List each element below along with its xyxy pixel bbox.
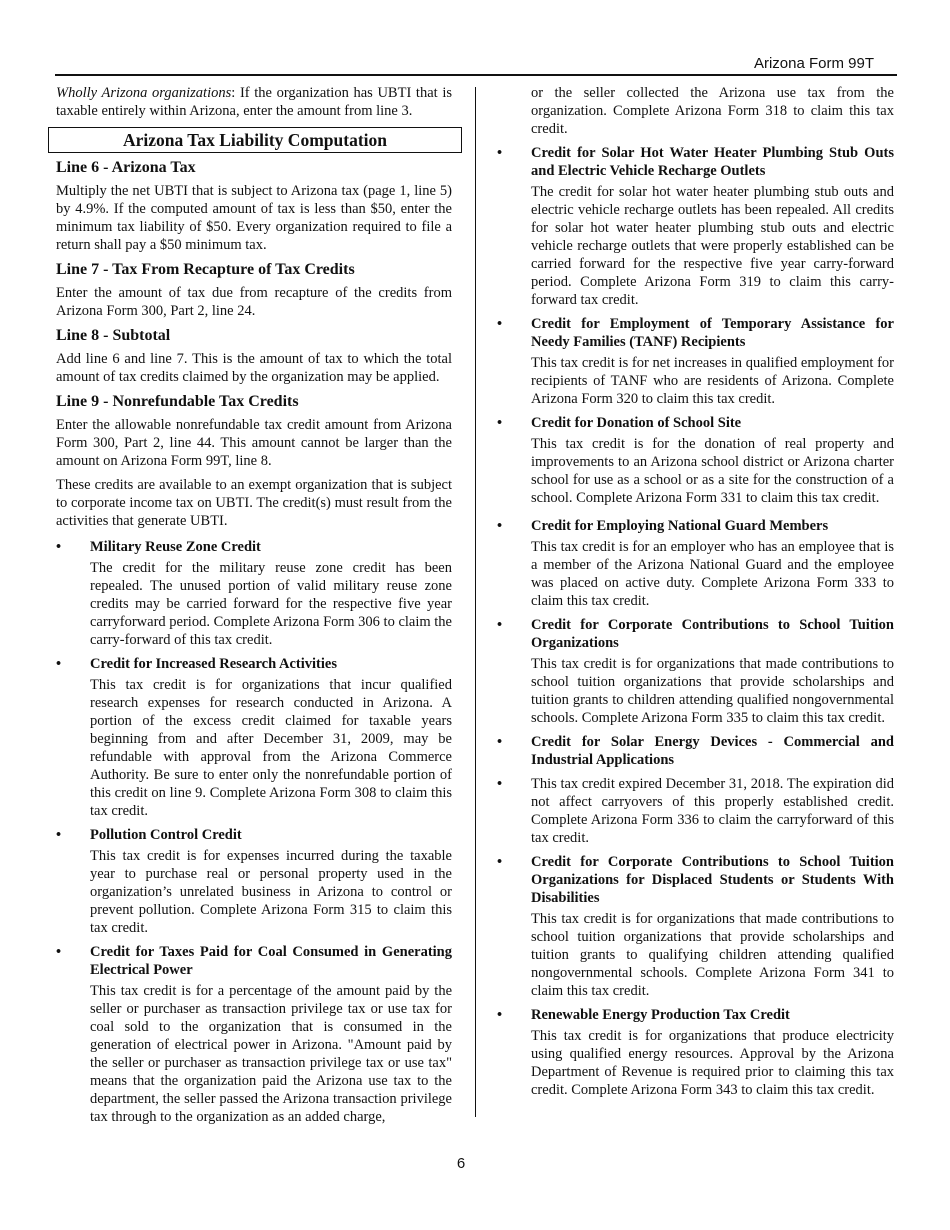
credit-text: This tax credit expired December 31, 2018. The expiration did not affect carryovers of this properly established credit. Complete Arizona Form 336 to claim the carryforward of this tax credit.	[531, 776, 894, 846]
credit-title: Credit for Increased Research Activities	[90, 656, 337, 672]
line9-text-1: Enter the allowable nonrefundable tax credit amount from Arizona Form 300, Part 2, line 44. This amount cannot be larger than the amount on Arizona Form 99T, line 8.	[56, 417, 452, 469]
credit-title: Credit for Corporate Contributions to School Tuition Organizations for Displaced Students or Students With Disabilities	[531, 854, 894, 906]
intro-paragraph	[56, 84, 452, 120]
bullet-dot-icon: •	[56, 539, 62, 555]
credit-title: Credit for Solar Energy Devices - Commercial and Industrial Applications	[531, 734, 894, 768]
credit-title: Renewable Energy Production Tax Credit	[531, 1007, 790, 1023]
header-rule	[55, 74, 897, 76]
bullet-dot-icon: •	[497, 518, 503, 534]
section-title: Arizona Tax Liability Computation	[48, 127, 462, 153]
credit-title: Credit for Solar Hot Water Heater Plumbing Stub Outs and Electric Vehicle Recharge Outlets	[531, 145, 894, 179]
bullet-dot-icon: •	[56, 944, 62, 960]
bullet-dot-icon: •	[497, 854, 503, 870]
credit-title: Credit for Donation of School Site	[531, 415, 742, 431]
form-title: Arizona Form 99T	[753, 55, 874, 72]
credit-title: Pollution Control Credit	[90, 827, 242, 843]
credit-item	[497, 733, 894, 769]
bullet-dot-icon: •	[56, 827, 62, 843]
line7-text: Enter the amount of tax due from recapture of the credits from Arizona Form 300, Part 2, line 24.	[56, 285, 452, 319]
credit-text: This tax credit is for the donation of real property and improvements to an Arizona school district or Arizona charter school for use as a school or as a site for the construction of a school. Complete Arizona Form 331 to claim this tax credit.	[531, 436, 894, 506]
credit-title: Credit for Taxes Paid for Coal Consumed in Generating Electrical Power	[90, 944, 452, 978]
credit-title: Credit for Corporate Contributions to School Tuition Organizations	[531, 617, 894, 651]
bullet-dot-icon: •	[497, 415, 503, 431]
column-divider	[475, 87, 476, 1117]
line6-text: Multiply the net UBTI that is subject to Arizona tax (page 1, line 5) by 4.9%. If the computed amount of tax is less than $50, enter the minimum tax liability of $50. Every organization required to file a return shall pay a $50 minimum tax.	[56, 183, 452, 253]
credit-item	[56, 826, 452, 937]
line8-text: Add line 6 and line 7. This is the amount of tax to which the total amount of tax credits claimed by the organization may be applied.	[56, 351, 452, 385]
credit-text: This tax credit is for a percentage of the amount paid by the seller or purchaser as transaction privilege tax or use tax for coal sold to the organization that is consumed in the generation of electrical power in Arizona. "Amount paid by the seller or purchaser as transaction privilege tax or use tax" means that the organization paid the Arizona use tax to the department, the seller passed the Arizona transaction privilege tax through to the organization as an added charge,	[90, 983, 452, 1125]
credit-text: This tax credit is for expenses incurred during the taxable year to purchase real or personal property used in the organization’s unrelated business in Arizona to control or prevent pollution. Complete Arizona Form 315 to claim this tax credit.	[90, 848, 452, 936]
credit-item	[497, 616, 894, 727]
credit-item	[497, 414, 894, 507]
credit-title: Credit for Employing National Guard Members	[531, 518, 829, 534]
credit-text: This tax credit is for an employer who has an employee that is a member of the Arizona National Guard and the employee was placed on active duty. Complete Arizona Form 333 to claim this tax credit.	[531, 539, 894, 609]
credit-title: Credit for Employment of Temporary Assistance for Needy Families (TANF) Recipients	[531, 316, 894, 350]
credit-item	[497, 144, 894, 309]
line9-text-2: These credits are available to an exempt organization that is subject to corporate income tax on UBTI. The credit(s) must result from the activities that generate UBTI.	[56, 477, 452, 529]
credit-item	[56, 538, 452, 649]
bullet-dot-icon: •	[497, 734, 503, 750]
intro-italic: Wholly Arizona organizations	[56, 85, 232, 101]
credit-text: This tax credit is for organizations that produce electricity using qualified energy resources. Approval by the Arizona Department of Revenue is required prior to claiming this tax credit. Complete Arizona Form 343 to claim this tax credit.	[531, 1028, 894, 1098]
credit-item	[497, 517, 894, 610]
credit-item	[497, 1006, 894, 1099]
bullet-dot-icon: •	[56, 656, 62, 672]
continuation-text: or the seller collected the Arizona use tax from the organization. Complete Arizona Form 318 to claim this tax credit.	[531, 85, 894, 137]
credit-text: This tax credit is for organizations that incur qualified research expenses for research conducted in Arizona. A portion of the excess credit claimed for taxable years beginning from and after December 31, 2009, may be refundable with approval from the Arizona Commerce Authority. Be sure to enter only the nonrefundable portion of this credit on line 9. Complete Arizona Form 308 to claim this tax credit.	[90, 677, 452, 819]
credit-text: The credit for the military reuse zone credit has been repealed. The unused portion of valid military reuse zone credits may be carried forward for the respective five year carryforward period. Complete Arizona Form 306 to claim the carry-forward of this tax credit.	[90, 560, 452, 648]
credit-text: This tax credit is for organizations that made contributions to school tuition organizations that provide scholarships and tuition grants to children attending qualified nongovernmental schools. Complete Arizona Form 335 to claim this tax credit.	[531, 656, 894, 726]
line8-title: Line 8 - Subtotal	[56, 327, 171, 344]
credit-text: The credit for solar hot water heater plumbing stub outs and electric vehicle recharge outlets has been repealed. All credits for solar hot water heater plumbing stub outs and electric vehicle recharge outlets that were properly established can be carried forward for the respective five year carry-forward period. Complete Arizona Form 319 to claim this carry-forward tax credit.	[531, 184, 894, 308]
line7-title: Line 7 - Tax From Recapture of Tax Credits	[56, 261, 355, 278]
credit-item	[56, 655, 452, 820]
credit-item	[497, 315, 894, 408]
left-column	[56, 84, 452, 1132]
line6-title: Line 6 - Arizona Tax	[56, 159, 196, 176]
bullet-dot-icon: •	[497, 617, 503, 633]
right-column	[497, 84, 894, 1105]
credit-item	[56, 943, 452, 1126]
credit-title: Military Reuse Zone Credit	[90, 539, 261, 555]
credit-item	[497, 775, 894, 847]
bullet-dot-icon: •	[497, 776, 503, 792]
line9-title: Line 9 - Nonrefundable Tax Credits	[56, 393, 299, 410]
credit-item	[497, 853, 894, 1000]
bullet-dot-icon: •	[497, 316, 503, 332]
intro-text: : If the organization has UBTI that is taxable entirely within Arizona, enter the amount from line 3.	[56, 85, 452, 119]
credit-text: This tax credit is for organizations that made contributions to school tuition organizations that provide scholarships and tuition grants to qualifying children attending qualified nongovernmental schools. Complete Arizona Form 341 to claim this tax credit.	[531, 911, 894, 999]
bullet-dot-icon: •	[497, 1007, 503, 1023]
credit-text: This tax credit is for net increases in qualified employment for recipients of TANF who are residents of Arizona. Complete Arizona Form 320 to claim this tax credit.	[531, 355, 894, 407]
page-number: 6	[456, 1155, 466, 1172]
bullet-dot-icon: •	[497, 145, 503, 161]
